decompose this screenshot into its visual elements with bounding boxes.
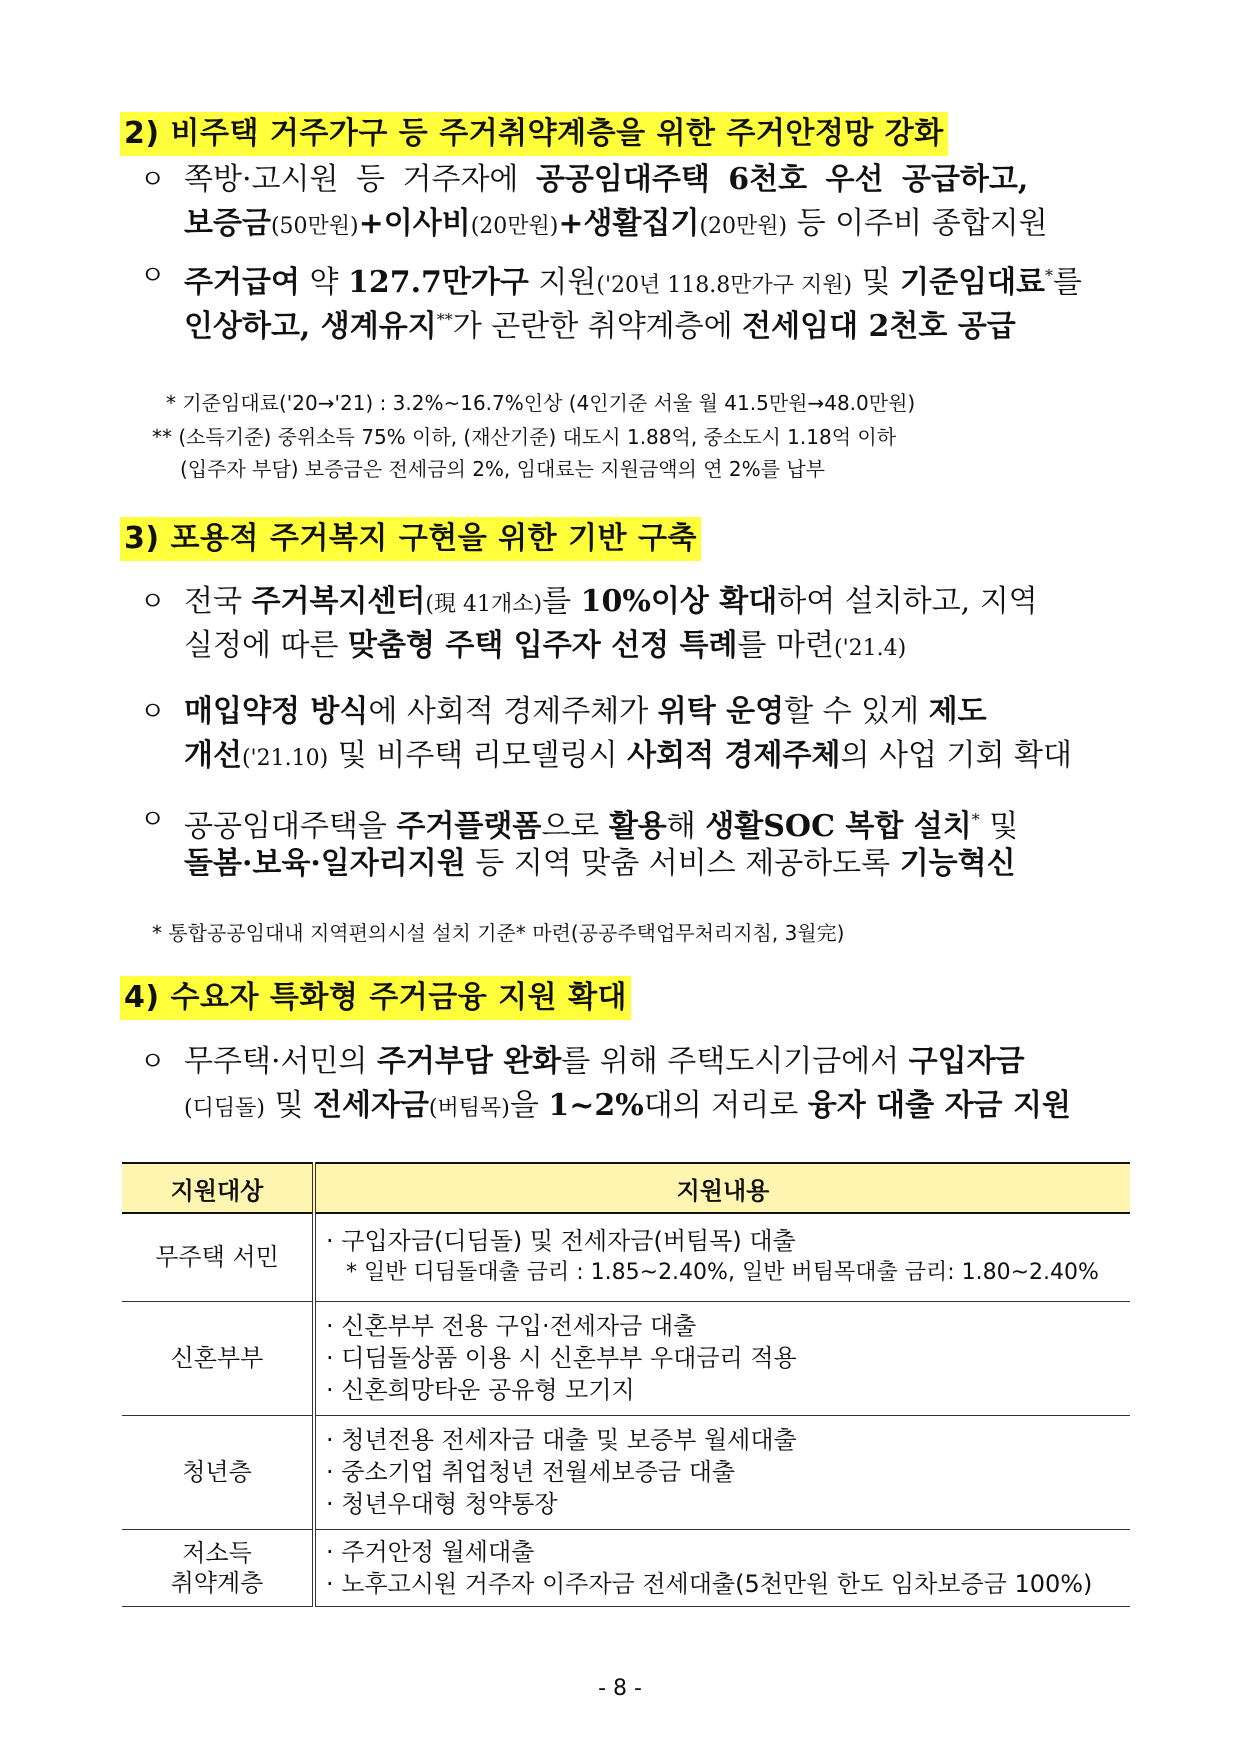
content-line: · 노후고시원 거주자 이주자금 전세대출(5천만원 한도 임차보증금 100%) bbox=[326, 1569, 1093, 1598]
section-3-item-2 bbox=[140, 690, 1130, 780]
bullet: ㅇ bbox=[140, 805, 166, 835]
item-line-2: 보증금(50만원)+이사비(20만원)+생활집기(20만원) 등 이주비 종합지원 bbox=[184, 206, 1048, 241]
row-content bbox=[314, 1529, 1130, 1606]
table-row bbox=[122, 1415, 1130, 1529]
support-table bbox=[122, 1162, 1130, 1607]
item-line-1: 전국 주거복지센터(現 41개소)를 10%이상 확대하여 설치하고, 지역 bbox=[184, 584, 1038, 619]
bullet: ㅇ bbox=[140, 165, 166, 195]
content-line: · 신혼희망타운 공유형 모기지 bbox=[326, 1376, 635, 1404]
section-3-heading: 3) 포용적 주거복지 구현을 위한 기반 구축 bbox=[120, 517, 701, 561]
bullet: ㅇ bbox=[140, 697, 166, 727]
item-line-2: 실정에 따른 맞춤형 주택 입주자 선정 특례를 마련('21.4) bbox=[184, 628, 907, 663]
table-row bbox=[122, 1529, 1130, 1606]
content-line: · 청년전용 전세자금 대출 및 보증부 월세대출 bbox=[326, 1426, 797, 1454]
header-target: 지원대상 bbox=[122, 1163, 314, 1213]
content-line: · 중소기업 취업청년 전월세보증금 대출 bbox=[326, 1458, 736, 1486]
item-line-1: 무주택·서민의 주거부담 완화를 위해 주택도시기금에서 구입자금 bbox=[184, 1044, 1025, 1079]
row-content bbox=[314, 1301, 1130, 1415]
bullet: ㅇ bbox=[140, 1047, 166, 1077]
table-row bbox=[122, 1213, 1130, 1301]
row-content bbox=[314, 1213, 1130, 1301]
target-line: 저소득 bbox=[182, 1538, 252, 1567]
content-note: * 일반 디딤돌대출 금리 : 1.85~2.40%, 일반 버팀목대출 금리: 1.80~2.40% bbox=[346, 1260, 1099, 1286]
section-3-item-1 bbox=[140, 580, 1130, 670]
item-line-2: 돌봄·보육·일자리지원 등 지역 맞춤 서비스 제공하도록 기능혁신 bbox=[184, 846, 1016, 881]
item-line-2: 인상하고, 생계유지**가 곤란한 취약계층에 전세임대 2천호 공급 bbox=[184, 309, 1016, 344]
target-line: 취약계층 bbox=[170, 1568, 264, 1597]
footnote-1: * 기준임대료('20→'21) : 3.2%~16.7%인상 (4인기준 서울 월 41.5만원→48.0만원) bbox=[166, 391, 916, 415]
item-line-2: 개선('21.10) 및 비주택 리모델링시 사회적 경제주체의 사업 기회 확대 bbox=[184, 738, 1072, 773]
footnote-3: (입주자 부담) 보증금은 전세금의 2%, 임대료는 지원금액의 연 2%를 납부 bbox=[180, 457, 825, 481]
table-row bbox=[122, 1301, 1130, 1415]
header-content: 지원내용 bbox=[314, 1163, 1130, 1213]
item-line-1: 쪽방·고시원 등 거주자에 공공임대주택 6천호 우선 공급하고, bbox=[184, 162, 1029, 197]
table-header-row bbox=[122, 1163, 1130, 1213]
item-line-1: 공공임대주택을 주거플랫폼으로 활용해 생활SOC 복합 설치* 및 bbox=[184, 809, 1019, 844]
content-line: · 신혼부부 전용 구입·전세자금 대출 bbox=[326, 1312, 697, 1340]
row-target: 청년층 bbox=[122, 1415, 314, 1529]
section-3-item-3 bbox=[140, 798, 1130, 888]
item-line-1: 주거급여 약 127.7만가구 지원('20년 118.8만가구 지원) 및 기준임대료*를 bbox=[184, 265, 1083, 300]
bullet: ㅇ bbox=[140, 261, 166, 291]
footnote-4: * 통합공공임대내 지역편의시설 설치 기준* 마련(공공주택업무처리지침, 3월完) bbox=[152, 921, 845, 945]
row-content bbox=[314, 1415, 1130, 1529]
row-target: 무주택 서민 bbox=[122, 1213, 314, 1301]
section-2-item-2 bbox=[140, 254, 1130, 344]
section-4-item-1 bbox=[140, 1040, 1130, 1130]
row-target: 신혼부부 bbox=[122, 1301, 314, 1415]
content-line: · 디딤돌상품 이용 시 신혼부부 우대금리 적용 bbox=[326, 1344, 797, 1372]
item-line-1: 매입약정 방식에 사회적 경제주체가 위탁 운영할 수 있게 제도 bbox=[184, 694, 987, 729]
section-2-item-1 bbox=[140, 158, 1130, 248]
page-number: - 8 - bbox=[598, 1676, 642, 1701]
bullet: ㅇ bbox=[140, 587, 166, 617]
section-4-heading: 4) 수요자 특화형 주거금융 지원 확대 bbox=[120, 976, 631, 1020]
content-line: · 구입자금(디딤돌) 및 전세자금(버팀목) 대출 bbox=[326, 1227, 796, 1256]
item-line-2: (디딤돌) 및 전세자금(버팀목)을 1~2%대의 저리로 융자 대출 자금 지원 bbox=[184, 1088, 1071, 1123]
row-target bbox=[122, 1529, 314, 1606]
section-2-heading: 2) 비주택 거주가구 등 주거취약계층을 위한 주거안정망 강화 bbox=[120, 112, 948, 156]
content-line: · 청년우대형 청약통장 bbox=[326, 1490, 558, 1518]
content-line: · 주거안정 월세대출 bbox=[326, 1537, 535, 1566]
footnote-2: ** (소득기준) 중위소득 75% 이하, (재산기준) 대도시 1.88억, 중소도시 1.18억 이하 bbox=[152, 425, 897, 449]
